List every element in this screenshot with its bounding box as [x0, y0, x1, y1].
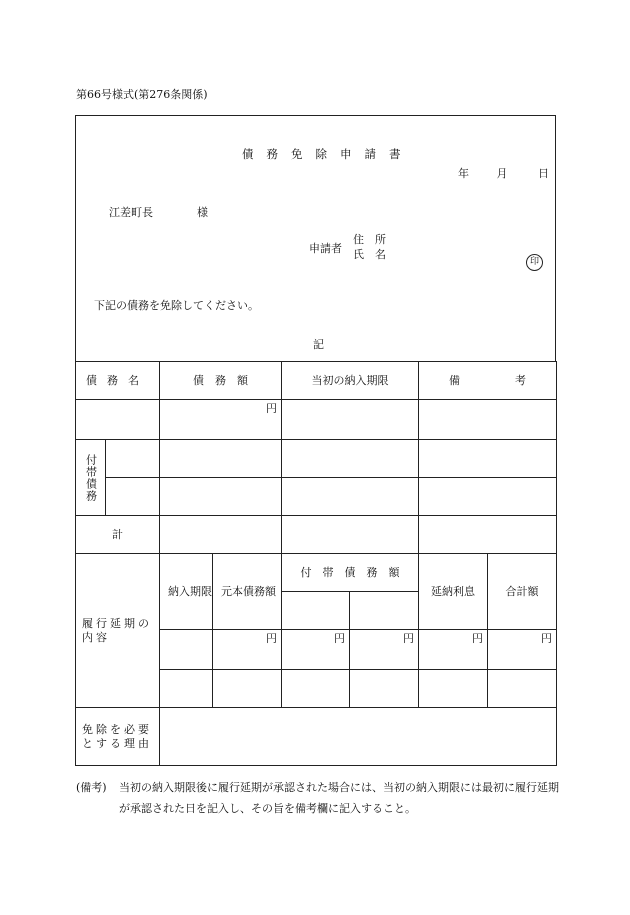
plan-sub-debt-cell-1[interactable]	[282, 670, 350, 708]
plan-principal-cell[interactable]	[213, 670, 282, 708]
plan-principal-cell[interactable]: 円	[213, 630, 282, 670]
total-label: 計	[76, 516, 160, 554]
plan-deadline-header: 納入期限	[160, 554, 213, 630]
total-deadline-cell[interactable]	[282, 516, 419, 554]
plan-sum-cell[interactable]: 円	[488, 630, 557, 670]
original-deadline-cell[interactable]	[282, 400, 419, 440]
total-remarks-cell[interactable]	[419, 516, 557, 554]
sub-debt-row-2	[76, 478, 557, 516]
name-label: 氏 名	[353, 248, 386, 261]
note-head: (備考)	[76, 781, 107, 794]
sub-debt-row-1	[76, 440, 557, 478]
reason-label: 免除を必要とする理由	[76, 708, 160, 766]
seal-mark: 印	[526, 254, 543, 271]
plan-sub-debt-cell-2[interactable]: 円	[350, 630, 419, 670]
sub-debt-label: 付帯債務	[76, 440, 106, 516]
reason-cell[interactable]	[160, 708, 557, 766]
plan-sub-debt-header: 付 帯 債 務 額	[282, 554, 419, 592]
sub-debt-amount-cell[interactable]	[160, 440, 282, 478]
plan-sub-debt-col-1	[282, 592, 350, 630]
year-label: 年	[458, 167, 469, 180]
main-debt-row	[76, 400, 557, 440]
debt-table	[75, 361, 557, 766]
note-body: 当初の納入期限後に履行延期が承認された場合には、当初の納入期限には最初に履行延期が承認された日を記入し、その旨を備考欄に記入すること。	[119, 781, 559, 815]
remarks-cell[interactable]	[419, 400, 557, 440]
plan-principal-header: 元本債務額	[213, 554, 282, 630]
original-deadline-header: 当初の納入期限	[282, 362, 419, 400]
form-number-label: 第66号様式(第276条関係)	[76, 88, 208, 101]
document-title: 債務免除申請書	[242, 147, 414, 161]
sub-debt-name-cell[interactable]	[106, 440, 160, 478]
remarks-header: 備 考	[419, 362, 557, 400]
debt-name-cell[interactable]	[76, 400, 160, 440]
addressee: 江差町長 様	[109, 206, 208, 219]
plan-header-row	[76, 554, 557, 592]
sub-debt-amount-cell[interactable]	[160, 478, 282, 516]
plan-label: 履行延期の内容	[76, 554, 160, 708]
plan-sub-debt-cell-2[interactable]	[350, 670, 419, 708]
plan-sum-header: 合計額	[488, 554, 557, 630]
plan-sub-debt-col-2	[350, 592, 419, 630]
plan-deadline-cell[interactable]	[160, 670, 213, 708]
sub-debt-remarks-cell[interactable]	[419, 478, 557, 516]
plan-deadline-cell[interactable]	[160, 630, 213, 670]
table-header-row	[76, 362, 557, 400]
request-text: 下記の債務を免除してください。	[94, 299, 259, 312]
application-header-box	[75, 115, 556, 362]
sub-debt-deadline-cell[interactable]	[282, 478, 419, 516]
month-label: 月	[496, 167, 508, 180]
plan-sub-debt-cell-1[interactable]: 円	[282, 630, 350, 670]
sub-debt-remarks-cell[interactable]	[419, 440, 557, 478]
date-line	[458, 165, 549, 181]
plan-interest-cell[interactable]	[419, 670, 488, 708]
total-row	[76, 516, 557, 554]
total-amount-cell[interactable]	[160, 516, 282, 554]
plan-sum-cell[interactable]	[488, 670, 557, 708]
sub-debt-name-cell[interactable]	[106, 478, 160, 516]
applicant-fields	[353, 232, 386, 262]
applicant-label: 申請者	[309, 242, 342, 255]
plan-interest-header: 延納利息	[419, 554, 488, 630]
address-label: 住 所	[353, 233, 386, 246]
debt-amount-header: 債 務 額	[160, 362, 282, 400]
plan-interest-cell[interactable]: 円	[419, 630, 488, 670]
debt-amount-cell[interactable]: 円	[160, 400, 282, 440]
reason-row	[76, 708, 557, 766]
ki-label: 記	[313, 338, 324, 351]
sub-debt-deadline-cell[interactable]	[282, 440, 419, 478]
debt-name-header: 債務名	[76, 362, 160, 400]
day-label: 日	[538, 167, 549, 180]
